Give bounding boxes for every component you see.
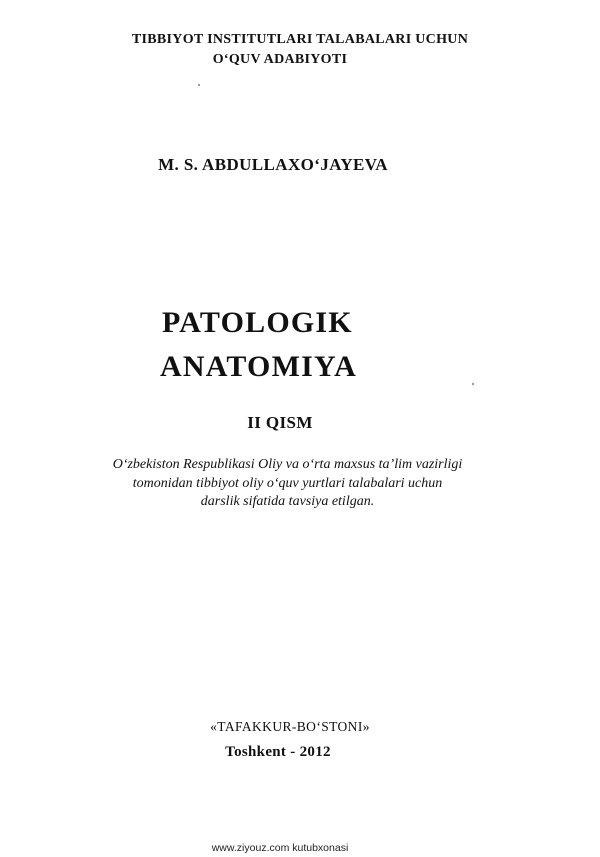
approval-statement — [0, 456, 575, 512]
book-title-line-1: PATOLOGIK — [162, 306, 353, 339]
approval-line-3: darslik sifatida tavsiya etilgan. — [200, 494, 375, 509]
place-and-year: Toshkent - 2012 — [225, 744, 331, 760]
series-line-2: O‘QUV ADABIYOTI — [212, 52, 348, 67]
book-title-line-2: ANATOMIYA — [160, 350, 357, 383]
scan-speck — [472, 383, 474, 385]
part-label: II QISM — [247, 413, 313, 432]
source-footer: www.ziyouz.com kutubxonasi — [211, 842, 349, 854]
series-line-1: TIBBIYOT INSTITUTLARI TALABALARI UCHUN — [131, 32, 469, 47]
author-name: M. S. ABDULLAXO‘JAYEVA — [158, 155, 388, 174]
scan-speck — [198, 84, 200, 86]
approval-line-1: O‘zbekiston Respublikasi Oliy va o‘rta maxsus ta’lim vazirligi — [112, 457, 463, 472]
approval-line-2: tomonidan tibbiyot oliy o‘quv yurtlari talabalari uchun — [132, 475, 443, 491]
publisher-name: «TAFAKKUR-BO‘STONI» — [210, 719, 370, 734]
